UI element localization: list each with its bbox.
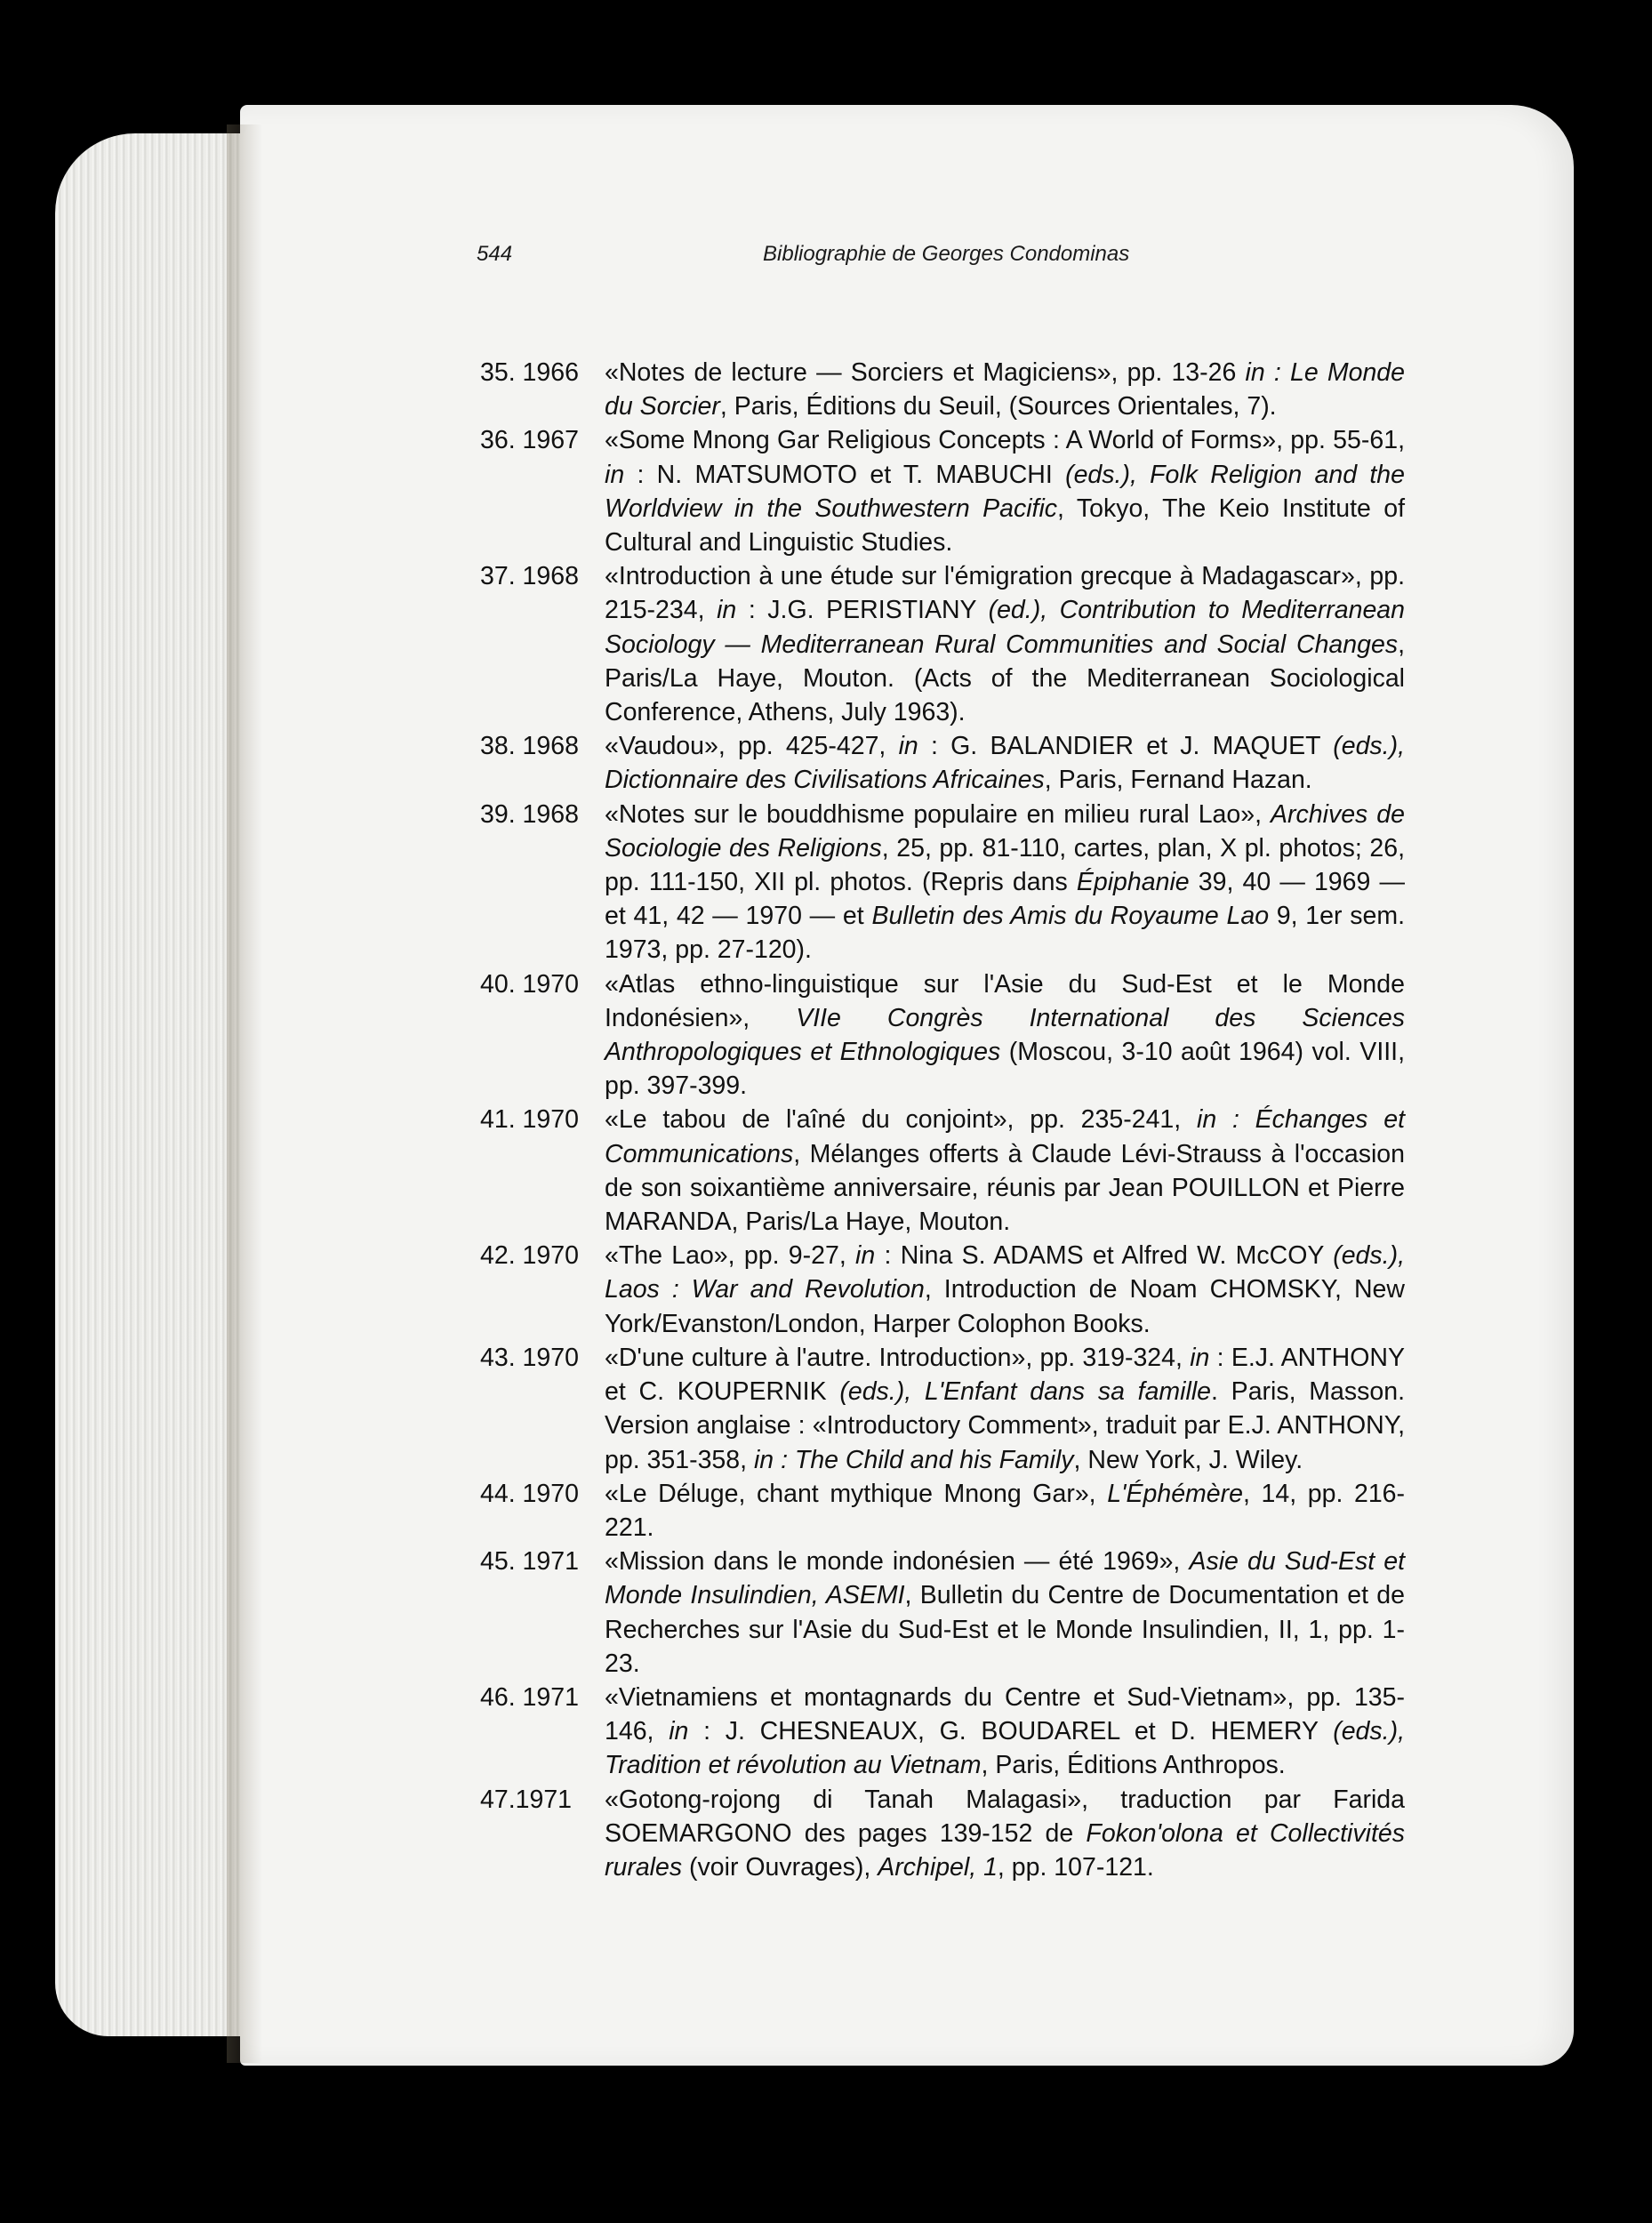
entry-text-roman: «Vaudou», pp. 425-427, bbox=[605, 732, 899, 761]
entry-text-roman: : E.J. ANTHONY et C. KOUPERNIK bbox=[605, 1343, 1405, 1407]
entry-text-italic: in bbox=[605, 460, 625, 489]
entry-text bbox=[605, 1783, 1405, 1885]
entry-text-roman: , Tokyo, The Keio Institute of Cultural and Linguistic Studies. bbox=[605, 494, 1406, 558]
running-head bbox=[0, 242, 1652, 277]
bibliography-entry bbox=[480, 729, 1405, 797]
entry-text-roman: , Paris, Fernand Hazan. bbox=[1044, 766, 1312, 795]
bibliography-entry bbox=[480, 967, 1405, 1103]
entry-text-italic: (eds.), Tradition et révolution au Vietnam bbox=[605, 1717, 1405, 1780]
entry-text-roman: «Vietnamiens et montagnards du Centre et Sud-Vietnam», pp. 135-146, bbox=[605, 1682, 1405, 1746]
entry-text-italic: in : Le Monde du Sorcier bbox=[605, 358, 1406, 421]
bibliography-entry bbox=[480, 1545, 1405, 1681]
entry-text-italic: in bbox=[898, 732, 918, 761]
bibliography-entry bbox=[480, 1103, 1405, 1239]
entry-text-roman: «Some Mnong Gar Religious Concepts : A World of Forms», pp. 55-61, bbox=[605, 426, 1405, 455]
entry-number: 37. 1968 bbox=[480, 562, 579, 591]
entry-text-italic: L'Éphémère bbox=[1107, 1479, 1243, 1508]
bibliography-entry bbox=[480, 356, 1405, 423]
entry-text bbox=[605, 729, 1405, 797]
entry-text-italic: in : Échanges et Communications bbox=[605, 1105, 1405, 1168]
entry-text bbox=[605, 1239, 1405, 1341]
bibliography-entry bbox=[480, 1477, 1405, 1545]
entry-text-roman: «Mission dans le monde indonésien — été 1969», bbox=[605, 1547, 1190, 1577]
entry-text-italic: in bbox=[717, 596, 737, 625]
entry-text-roman: «Notes sur le bouddhisme populaire en milieu rural Lao», bbox=[605, 799, 1271, 829]
entry-number: 44. 1970 bbox=[480, 1479, 579, 1508]
entry-text-roman: : J.G. PERISTIANY bbox=[736, 596, 989, 625]
entry-number: 47.1971 bbox=[480, 1785, 573, 1814]
entry-text bbox=[605, 1103, 1405, 1239]
entry-text-roman: : N. MATSUMOTO et T. MABUCHI bbox=[624, 460, 1066, 489]
entry-text-italic: Archives de Sociologie des Religions bbox=[605, 799, 1405, 863]
entry-text bbox=[605, 1681, 1405, 1783]
bibliography-entry bbox=[480, 1239, 1405, 1341]
entry-text-roman: , 14, pp. 216-221. bbox=[605, 1479, 1406, 1542]
entry-text-italic: in bbox=[855, 1241, 876, 1271]
entry-text bbox=[605, 356, 1405, 423]
entry-text-italic: Bulletin des Amis du Royaume Lao bbox=[871, 902, 1270, 931]
running-title: Bibliographie de Georges Condominas bbox=[763, 242, 1130, 266]
entry-text bbox=[605, 1341, 1405, 1477]
entry-text-roman: (voir Ouvrages), bbox=[682, 1852, 878, 1882]
entry-text-italic: VIIe Congrès International des Sciences Anthropologiques et Ethnologiques bbox=[605, 1003, 1405, 1067]
entry-text bbox=[605, 559, 1405, 729]
entry-text-italic: (eds.), Laos : War and Revolution bbox=[605, 1241, 1405, 1304]
entry-text-italic: in bbox=[1190, 1343, 1210, 1372]
entry-number: 38. 1968 bbox=[480, 732, 579, 761]
entry-text-roman: . Paris, Masson. Version anglaise : «Introductory Comment», traduit par E.J. ANTHONY, pp. 351-358, bbox=[605, 1377, 1405, 1474]
entry-text-roman: 9, 1er sem. 1973, pp. 27-120). bbox=[605, 902, 1405, 965]
entry-number: 40. 1970 bbox=[480, 969, 579, 999]
entry-number: 35. 1966 bbox=[480, 358, 579, 387]
bibliography-entry bbox=[480, 1681, 1405, 1783]
entry-text-roman: «D'une culture à l'autre. Introduction», pp. 319-324, bbox=[605, 1343, 1191, 1372]
entry-text-italic: Archipel, 1 bbox=[878, 1852, 998, 1882]
entry-number: 46. 1971 bbox=[480, 1682, 579, 1712]
entry-text-italic: (ed.), Contribution to Mediterranean Sociology — Mediterranean Rural Communities and Social Changes bbox=[605, 596, 1405, 659]
entry-text bbox=[605, 1545, 1405, 1681]
entry-text-roman: «Introduction à une étude sur l'émigration grecque à Madagascar», pp. 215-234, bbox=[605, 562, 1405, 625]
entry-text-roman: : G. BALANDIER et J. MAQUET bbox=[918, 732, 1334, 761]
entry-text-roman: (Moscou, 3-10 août 1964) vol. VIII, pp. 397-399. bbox=[605, 1038, 1405, 1101]
entry-text-italic: Fokon'olona et Collectivités rurales bbox=[605, 1818, 1405, 1882]
spine-shadow bbox=[227, 124, 262, 2063]
entry-text-roman: : J. CHESNEAUX, G. BOUDAREL et D. HEMERY bbox=[688, 1717, 1334, 1746]
entry-text bbox=[605, 798, 1405, 967]
entry-text-roman: , Introduction de Noam CHOMSKY, New York/Evanston/London, Harper Colophon Books. bbox=[605, 1275, 1405, 1338]
entry-number: 41. 1970 bbox=[480, 1105, 579, 1135]
entry-text-italic: Épiphanie bbox=[1076, 868, 1190, 897]
entry-text-roman: «The Lao», pp. 9-27, bbox=[605, 1241, 856, 1271]
entry-text-roman: , Paris/La Haye, Mouton. (Acts of the Mediterranean Sociological Conference, Athens, July 1963). bbox=[605, 630, 1405, 727]
entry-text-italic: (eds.), Dictionnaire des Civilisations Africaines bbox=[605, 732, 1406, 795]
entry-text-roman: , Mélanges offerts à Claude Lévi-Strauss à l'occasion de son soixantième anniversaire, réunis par Jean POUILLON et Pierre MARANDA, Paris/La Haye, Mouton. bbox=[605, 1139, 1405, 1237]
bibliography-entry bbox=[480, 559, 1405, 729]
entry-number: 42. 1970 bbox=[480, 1241, 579, 1271]
bibliography-entry bbox=[480, 798, 1405, 967]
entry-text bbox=[605, 967, 1405, 1103]
entry-text-roman: , Paris, Éditions Anthropos. bbox=[981, 1751, 1286, 1780]
entry-text-roman: «Le tabou de l'aîné du conjoint», pp. 235-241, bbox=[605, 1105, 1197, 1135]
entry-text-roman: , Paris, Éditions du Seuil, (Sources Orientales, 7). bbox=[719, 392, 1277, 421]
bibliography-entry bbox=[480, 1783, 1405, 1885]
page-number: 544 bbox=[477, 242, 513, 266]
entry-text-roman: , Bulletin du Centre de Documentation et de Recherches sur l'Asie du Sud-Est et le Monde Insulindien, II, 1, pp. 1-23. bbox=[605, 1581, 1405, 1678]
entry-number: 43. 1970 bbox=[480, 1343, 579, 1372]
entry-text-italic: in bbox=[669, 1717, 689, 1746]
entry-text-italic: (eds.), L'Enfant dans sa famille bbox=[839, 1377, 1212, 1407]
bibliography-entries bbox=[480, 356, 1405, 1884]
entry-text-roman: , 25, pp. 81-110, cartes, plan, X pl. photos; 26, pp. 111-150, XII pl. photos. (Repris dans bbox=[605, 833, 1405, 897]
entry-text-italic: Asie du Sud-Est et Monde Insulindien, ASEMI bbox=[605, 1547, 1405, 1610]
entry-text bbox=[605, 423, 1405, 559]
bibliography-entry bbox=[480, 1341, 1405, 1477]
entry-text-roman: , pp. 107-121. bbox=[997, 1852, 1154, 1882]
entry-text-roman: , New York, J. Wiley. bbox=[1073, 1445, 1303, 1474]
entry-text-roman: «Notes de lecture — Sorciers et Magiciens», pp. 13-26 bbox=[605, 358, 1246, 387]
entry-text-roman: 39, 40 — 1969 — et 41, 42 — 1970 — et bbox=[605, 868, 1405, 931]
entry-number: 39. 1968 bbox=[480, 799, 579, 829]
entry-text-roman: «Le Déluge, chant mythique Mnong Gar», bbox=[605, 1479, 1108, 1508]
entry-text bbox=[605, 1477, 1405, 1545]
entry-text-italic: (eds.), Folk Religion and the Worldview in the Southwestern Pacific bbox=[605, 460, 1406, 523]
entry-text-roman: «Atlas ethno-linguistique sur l'Asie du Sud-Est et le Monde Indonésien», bbox=[605, 969, 1405, 1032]
entry-text-italic: in : The Child and his Family bbox=[753, 1445, 1074, 1474]
entry-number: 45. 1971 bbox=[480, 1547, 579, 1577]
bibliography-entry bbox=[480, 423, 1405, 559]
entry-number: 36. 1967 bbox=[480, 426, 579, 455]
entry-text-roman: «Gotong-rojong di Tanah Malagasi», traduction par Farida SOEMARGONO des pages 139-152 de bbox=[605, 1785, 1405, 1848]
entry-text-roman: : Nina S. ADAMS et Alfred W. McCOY bbox=[875, 1241, 1334, 1271]
